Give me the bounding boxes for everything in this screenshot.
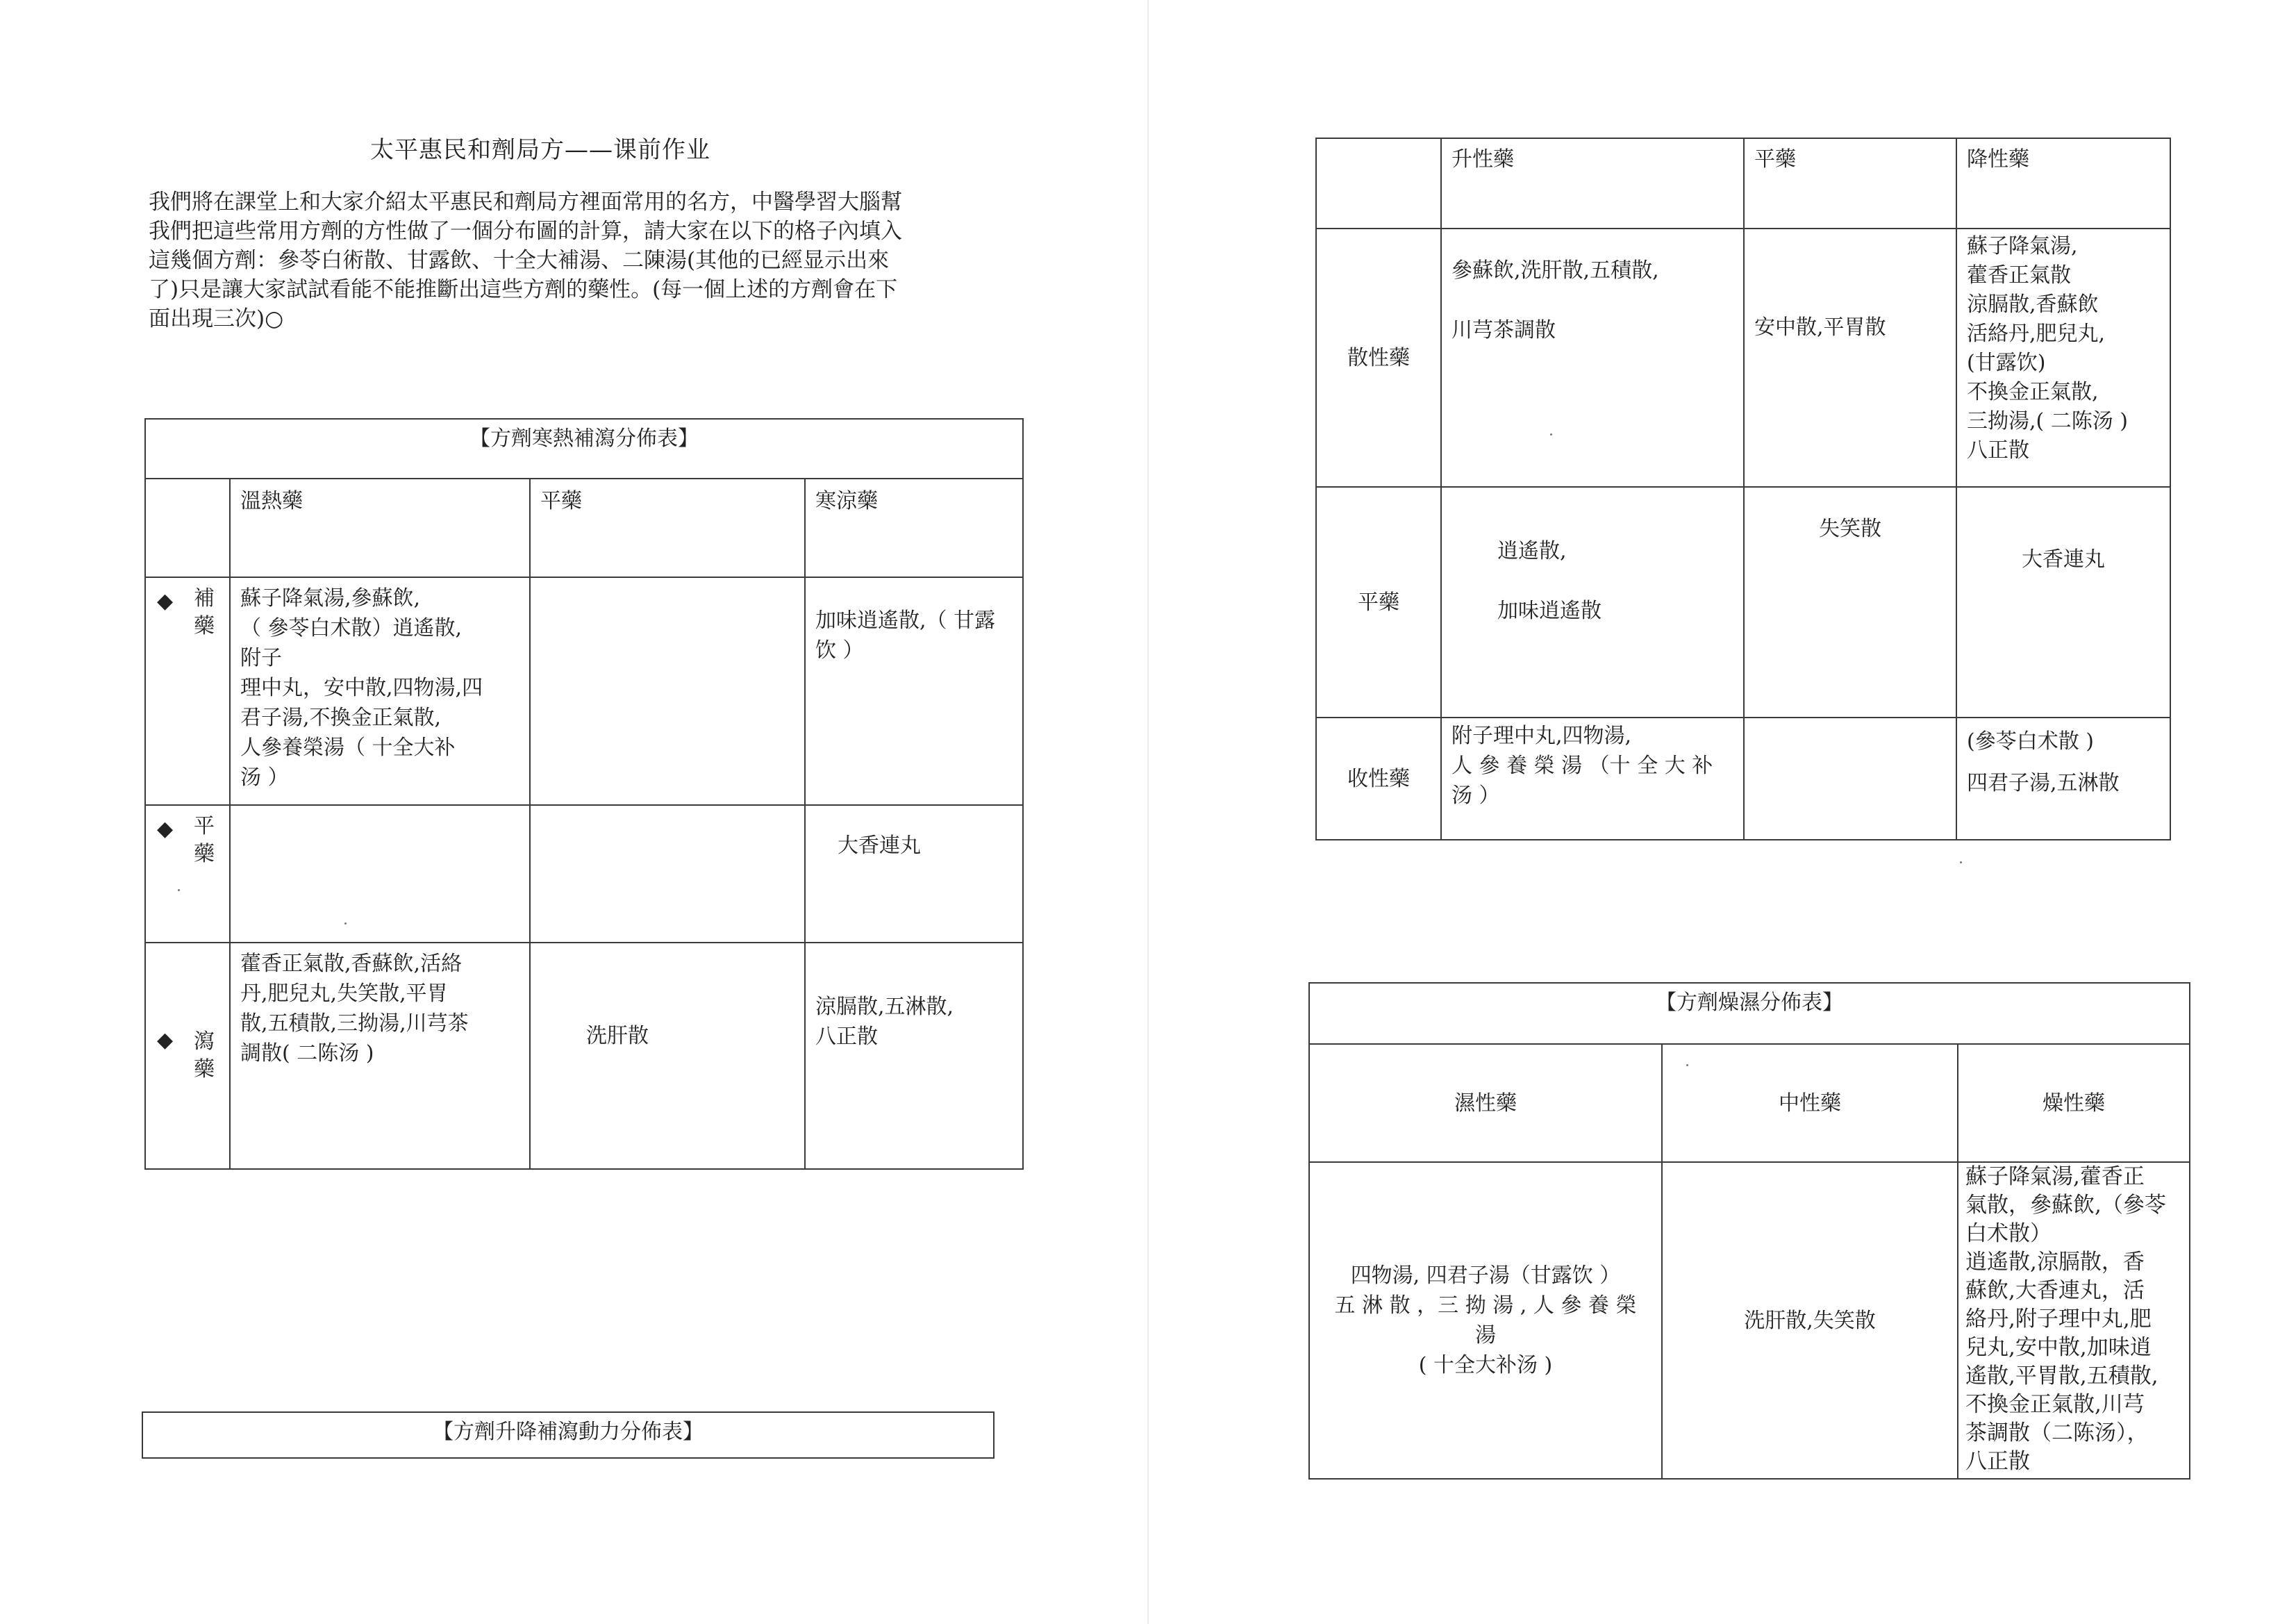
corner-cell xyxy=(145,479,230,577)
table-cell: 蘇子降氣湯, 藿香正氣散 涼膈散,香蘇飲 活絡丹,肥兒丸, (甘露饮) 不換金正氣散, 三拗湯,( 二陈汤 ) 八正散 xyxy=(1956,229,2170,487)
column-header: 中性藥 xyxy=(1662,1044,1958,1162)
row-label-text: 平藥 xyxy=(194,814,215,866)
table-cell: 洗肝散,失笑散 xyxy=(1662,1162,1958,1479)
cold-heat-table xyxy=(144,418,1024,1170)
intro-line: 這幾個方劑：參苓白術散、甘露飲、十全大補湯、二陳湯(其他的已經显示出來 xyxy=(149,248,890,273)
column-header: 寒涼藥 xyxy=(805,479,1023,577)
dry-wet-table xyxy=(1308,982,2190,1480)
table-caption: 【方劑寒熱補瀉分佈表】 xyxy=(145,419,1023,479)
updown-table xyxy=(142,1411,995,1459)
column-header: 升性藥 xyxy=(1441,138,1744,229)
table-cell xyxy=(230,805,530,943)
table-cell: 安中散,平胃散 xyxy=(1744,229,1956,487)
table-cell: 附子理中丸,四物湯, 人 參 養 榮 湯 （十 全 大 补 汤 ） xyxy=(1441,718,1744,840)
page-title: 太平惠民和劑局方——课前作业 xyxy=(370,136,710,164)
diamond-bullet: ◆ xyxy=(157,817,174,841)
page-fold xyxy=(1147,0,1149,1624)
table-cell: 涼膈散,五淋散, 八正散 xyxy=(805,943,1023,1169)
row-label: 散性藥 xyxy=(1316,229,1441,487)
table-cell: 逍遙散, 加味逍遙散 xyxy=(1441,487,1744,718)
table-caption: 【方劑升降補瀉動力分佈表】 xyxy=(142,1412,994,1458)
row-label: 收性藥 xyxy=(1316,718,1441,840)
table-cell: 加味逍遙散,（ 甘露 饮 ） xyxy=(805,577,1023,805)
scan-speck xyxy=(1686,1064,1688,1066)
scan-speck xyxy=(178,889,180,891)
diamond-bullet: ◆ xyxy=(157,589,174,613)
table-cell: 洗肝散 xyxy=(530,943,805,1169)
scan-speck xyxy=(344,922,347,925)
intro-line: 我們將在課堂上和大家介紹太平惠民和劑局方裡面常用的名方，中醫學習大腦幫 xyxy=(149,190,902,215)
intro-line: 我們把這些常用方劑的方性做了一個分布圖的計算，請大家在以下的格子內填入 xyxy=(149,219,902,244)
column-header: 濕性藥 xyxy=(1309,1044,1662,1162)
table-cell: 參蘇飲,洗肝散,五積散, 川芎茶調散 xyxy=(1441,229,1744,487)
table-cell: 蘇子降氣湯,藿香正 氣散，參蘇飲,（參苓 白术散） 逍遙散,涼膈散，香 蘇飲,大香連丸，活 絡丹,附子理中丸,肥 兒丸,安中散,加味逍 遙散,平胃散,五積散, 不換金正氣散,川芎 茶調散（二陈汤）， 八正散 xyxy=(1958,1162,2190,1479)
column-header: 平藥 xyxy=(530,479,805,577)
diamond-bullet: ◆ xyxy=(157,1028,174,1052)
table-cell: 失笑散 xyxy=(1744,487,1956,718)
table-cell: 四物湯, 四君子湯（甘露饮 ） 五 淋 散 ，三 拗 湯 , 人 參 養 榮 湯 ( 十全大补汤 ) xyxy=(1309,1162,1662,1479)
row-label xyxy=(145,577,230,805)
column-header: 溫熱藥 xyxy=(230,479,530,577)
row-label xyxy=(145,943,230,1169)
intro-paragraph xyxy=(149,188,961,333)
table-cell xyxy=(1744,718,1956,840)
scan-speck xyxy=(1550,433,1552,436)
column-header: 燥性藥 xyxy=(1958,1044,2190,1162)
table-cell: 藿香正氣散,香蘇飲,活絡 丹,肥兒丸,失笑散,平胃 散,五積散,三拗湯,川芎茶 調散( 二陈汤 ) xyxy=(230,943,530,1169)
intro-line: 了)只是讓大家試試看能不能推斷出這些方劑的藥性。(每一個上述的方劑會在下 xyxy=(149,277,898,302)
table-cell: (參苓白术散 ) 四君子湯,五淋散 xyxy=(1956,718,2170,840)
corner-cell xyxy=(1316,138,1441,229)
row-label-text: 補藥 xyxy=(194,586,215,638)
table-cell: 蘇子降氣湯,參蘇飲, （ 參苓白术散）逍遙散, 附子 理中丸，安中散,四物湯,四 君子湯,不換金正氣散, 人參養榮湯（ 十全大补 汤 ） xyxy=(230,577,530,805)
disperse-table xyxy=(1315,138,2171,840)
row-label-text: 瀉藥 xyxy=(194,1029,215,1082)
row-label: 平藥 xyxy=(1316,487,1441,718)
table-cell: 大香連丸 xyxy=(1956,487,2170,718)
scan-speck xyxy=(1960,861,1962,863)
table-cell xyxy=(530,805,805,943)
table-cell xyxy=(530,577,805,805)
intro-line: 面出現三次)○ xyxy=(149,306,284,331)
column-header: 降性藥 xyxy=(1956,138,2170,229)
column-header: 平藥 xyxy=(1744,138,1956,229)
row-label xyxy=(145,805,230,943)
table-caption: 【方劑燥濕分佈表】 xyxy=(1309,983,2190,1044)
table-cell: 大香連丸 xyxy=(805,805,1023,943)
